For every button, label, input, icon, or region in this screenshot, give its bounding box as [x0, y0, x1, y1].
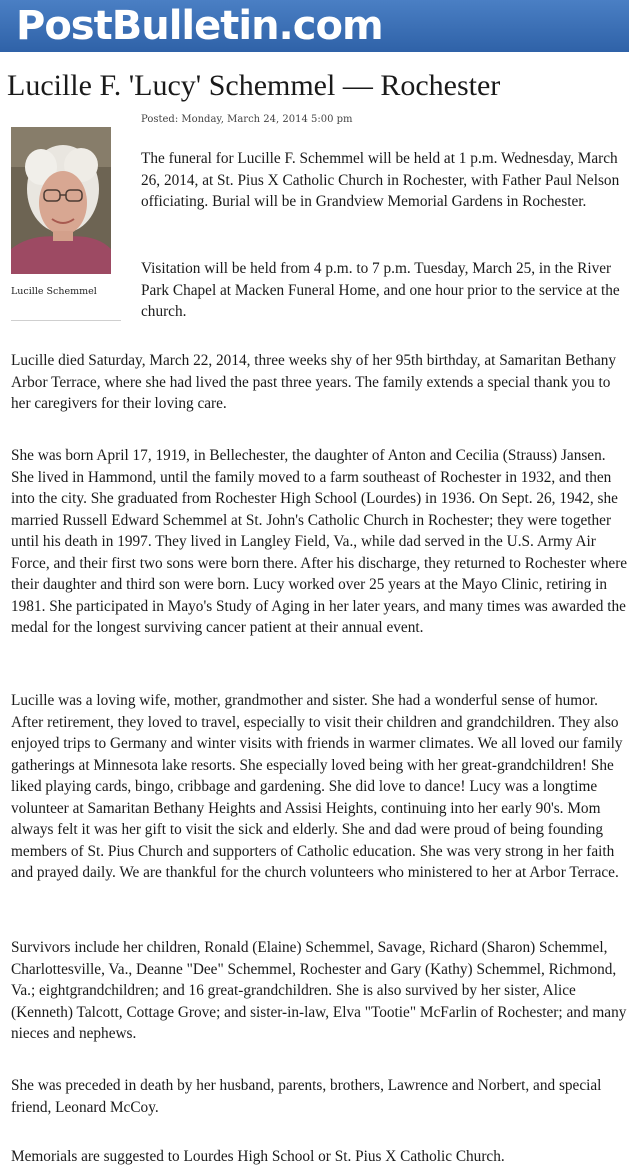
paragraph-memorials: Memorials are suggested to Lourdes High School or St. Pius X Catholic Church. — [11, 1148, 505, 1165]
site-logo[interactable]: PostBulletin.com — [16, 3, 383, 49]
portrait-image — [11, 127, 111, 274]
paragraph-visitation: Visitation will be held from 4 p.m. to 7 p.m. Tuesday, March 25, in the River Park Chapel at Macken Funeral Home, and one hour prior to the service at the church. — [141, 260, 620, 320]
paragraph-biography: She was born April 17, 1919, in Bellechester, the daughter of Anton and Cecilia (Strauss) Jansen. She lived in Hammond, until the family moved to a farm southeast of Rochester in 1932, and then into the city. She graduated from Rochester High School (Lourdes) in 1936. On Sept. 26, 1942, she married Russell Edward Schemmel at St. John's Catholic Church in Rochester; they were together until his death in 1997. They lived in Langley Field, Va., while dad served in the U.S. Army Air Force, and their first two sons were born there. After his discharge, they returned to Rochester where their daughter and third son were born. Lucy worked over 25 years at the Mayo Clinic, retiring in 1981. She participated in Mayo's Study of Aging in her later years, and many times was awarded the medal for the longest surviving cancer patient at their annual event. — [11, 447, 628, 636]
paragraph-survivors: Survivors include her children, Ronald (Elaine) Schemmel, Savage, Richard (Sharon) Schemmel, Charlottesville, Va., Deanne "Dee" Schemmel, Rochester and Gary (Kathy) Schemmel, Richmond, Va.; eightgrandchildren; and 16 great-grandchildren. She is also survived by her sister, Alice (Kenneth) Talcott, Cottage Grove; and sister-in-law, Elva "Tootie" McFarlin of Rochester; and many nieces and nephews. — [11, 939, 627, 1042]
paragraph-life: Lucille was a loving wife, mother, grandmother and sister. She had a wonderful sense of humor. After retirement, they loved to travel, especially to visit their children and grandchildren. They also enjoyed trips to Germany and winter visits with friends in warmer climates. We all loved our family gatherings at Minnesota lake resorts. She especially loved being with her great-grandchildren! She liked playing cards, bingo, cribbage and gardening. She did love to dance! Lucy was a longtime volunteer at Samaritan Bethany Heights and Assisi Heights, continuing into her early 90's. Mom always felt it was her gift to visit the sick and elderly. She and dad were proud of being founding members of St. Pius Church and supporters of Catholic education. She was very strong in her faith and prayed daily. We are thankful for the church volunteers who ministered to her at Arbor Terrace. — [11, 692, 623, 881]
article-headline: Lucille F. 'Lucy' Schemmel — Rochester — [7, 69, 501, 102]
posted-date: Posted: Monday, March 24, 2014 5:00 pm — [141, 114, 353, 125]
paragraph-preceded: She was preceded in death by her husband, parents, brothers, Lawrence and Norbert, and special friend, Leonard McCoy. — [11, 1077, 602, 1116]
photo-caption: Lucille Schemmel — [11, 286, 97, 297]
paragraph-funeral: The funeral for Lucille F. Schemmel will be held at 1 p.m. Wednesday, March 26, 2014, at St. Pius X Catholic Church in Rochester, with Father Paul Nelson officiating. Burial will be in Grandview Memorial Gardens in Rochester. — [141, 150, 620, 210]
caption-divider — [11, 320, 121, 321]
obituary-photo[interactable] — [11, 127, 111, 274]
masthead — [0, 0, 629, 52]
paragraph-death: Lucille died Saturday, March 22, 2014, three weeks shy of her 95th birthday, at Samaritan Bethany Arbor Terrace, where she had lived the past three years. The family extends a special thank you to her caregivers for their loving care. — [11, 352, 617, 412]
